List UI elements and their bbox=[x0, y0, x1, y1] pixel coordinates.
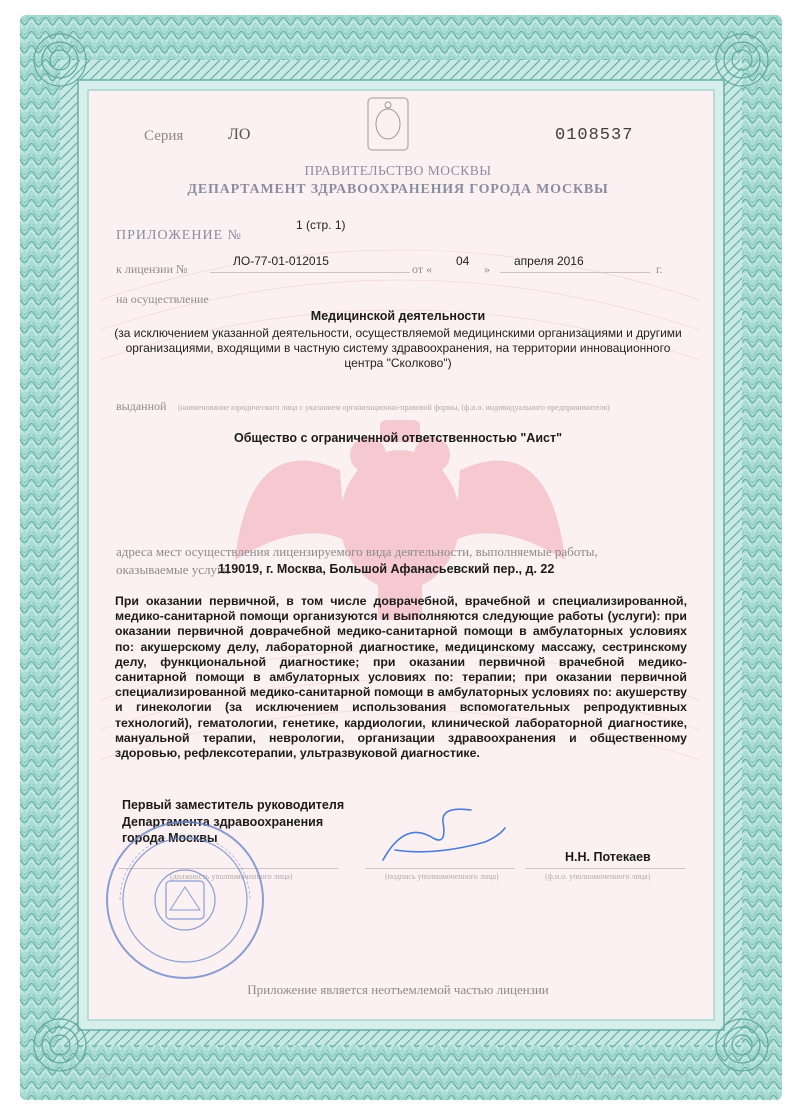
signatory-position: Первый заместитель руководителя Департамента здравоохранения города Москвы bbox=[122, 798, 345, 845]
license-number: 0108537 bbox=[555, 126, 634, 145]
address-label-line1: адреса мест осуществления лицензируемого вида деятельности, выполняемые работы, bbox=[116, 544, 598, 559]
appendix-value: 1 (стр. 1) bbox=[296, 218, 346, 232]
address-label-line2: оказываемые услуги bbox=[116, 562, 230, 577]
license-from-label: от « bbox=[412, 262, 433, 276]
license-year-suffix: г. bbox=[656, 262, 663, 276]
government-title: ПРАВИТЕЛЬСТВО МОСКВЫ bbox=[304, 163, 492, 178]
address-value: 119019, г. Москва, Большой Афанасьевский пер., д. 22 bbox=[218, 562, 555, 576]
license-ref-number: ЛО-77-01-012015 bbox=[233, 254, 329, 268]
activity-note: (за исключением указанной деятельности, осуществляемой медицинскими организациями и другими организациями, входящими в частную систему здравоохранения, на территории инновационного центра "Сколково") bbox=[114, 326, 682, 370]
issued-label: выданной bbox=[116, 399, 167, 413]
hint-position: (должность уполномоченного лица) bbox=[170, 872, 293, 881]
signatory-name: Н.Н. Потекаев bbox=[565, 850, 651, 864]
footer-note: Приложение является неотъемлемой частью лицензии bbox=[247, 982, 549, 997]
issued-hint: (наименование юридического лица с указанием организационно-правовой формы, (ф.и.о. индивидуального предпринимателя) bbox=[178, 403, 610, 412]
hint-signature: (подпись уполномоченного лица) bbox=[385, 872, 499, 881]
license-day-close: » bbox=[484, 262, 490, 276]
hint-name: (ф.и.о. уполномоченного лица) bbox=[545, 872, 651, 881]
signature-mark bbox=[375, 800, 515, 870]
activity-title: Медицинской деятельности bbox=[310, 309, 486, 323]
series-value: ЛО bbox=[228, 126, 251, 143]
official-stamp bbox=[100, 815, 270, 985]
license-day: 04 bbox=[456, 254, 470, 268]
appendix-label: ПРИЛОЖЕНИЕ № bbox=[116, 228, 242, 243]
license-ref-label: к лицензии № bbox=[116, 262, 188, 276]
license-month-year: апреля 2016 bbox=[514, 254, 584, 268]
issued-organization: Общество с ограниченной ответственностью "Аист" bbox=[233, 431, 563, 445]
footer-code-left: 93078 bbox=[98, 1072, 116, 1080]
works-list: При оказании первичной, в том числе доврачебной, врачебной и специализированной, медико-санитарной помощи организуются и выполняются следующие работы (услуги): при оказании первичной доврачебной медико-санитарной помощи в амбулаторных условиях по: акушерскому делу, лабораторной диагностике, медицинскому массажу, сестринскому делу, функциональной диагностике; при оказании первичной врачебной медико-санитарной помощи в амбулаторных условиях по: терапии; при оказании первичной специализированной медико-санитарной помощи в амбулаторных условиях по: акушерству и гинекологии (за исключением использования вспомогательных репродуктивных технологий), гематологии, генетике, кардиологии, клинической лабораторной диагностике, мануальной терапии, неврологии, организации здравоохранения и общественному здоровью, рефлексотерапии, ультразвуковой диагностике. bbox=[115, 594, 687, 761]
series-label: Серия bbox=[144, 128, 184, 144]
footer-code-right: ООО «АРТТИК» г. Москва, 2015 год, уровень В bbox=[545, 1072, 689, 1080]
department-title: ДЕПАРТАМЕНТ ЗДРАВООХРАНЕНИЯ ГОРОДА МОСКВЫ bbox=[187, 182, 609, 197]
activity-label: на осуществление bbox=[116, 292, 209, 306]
